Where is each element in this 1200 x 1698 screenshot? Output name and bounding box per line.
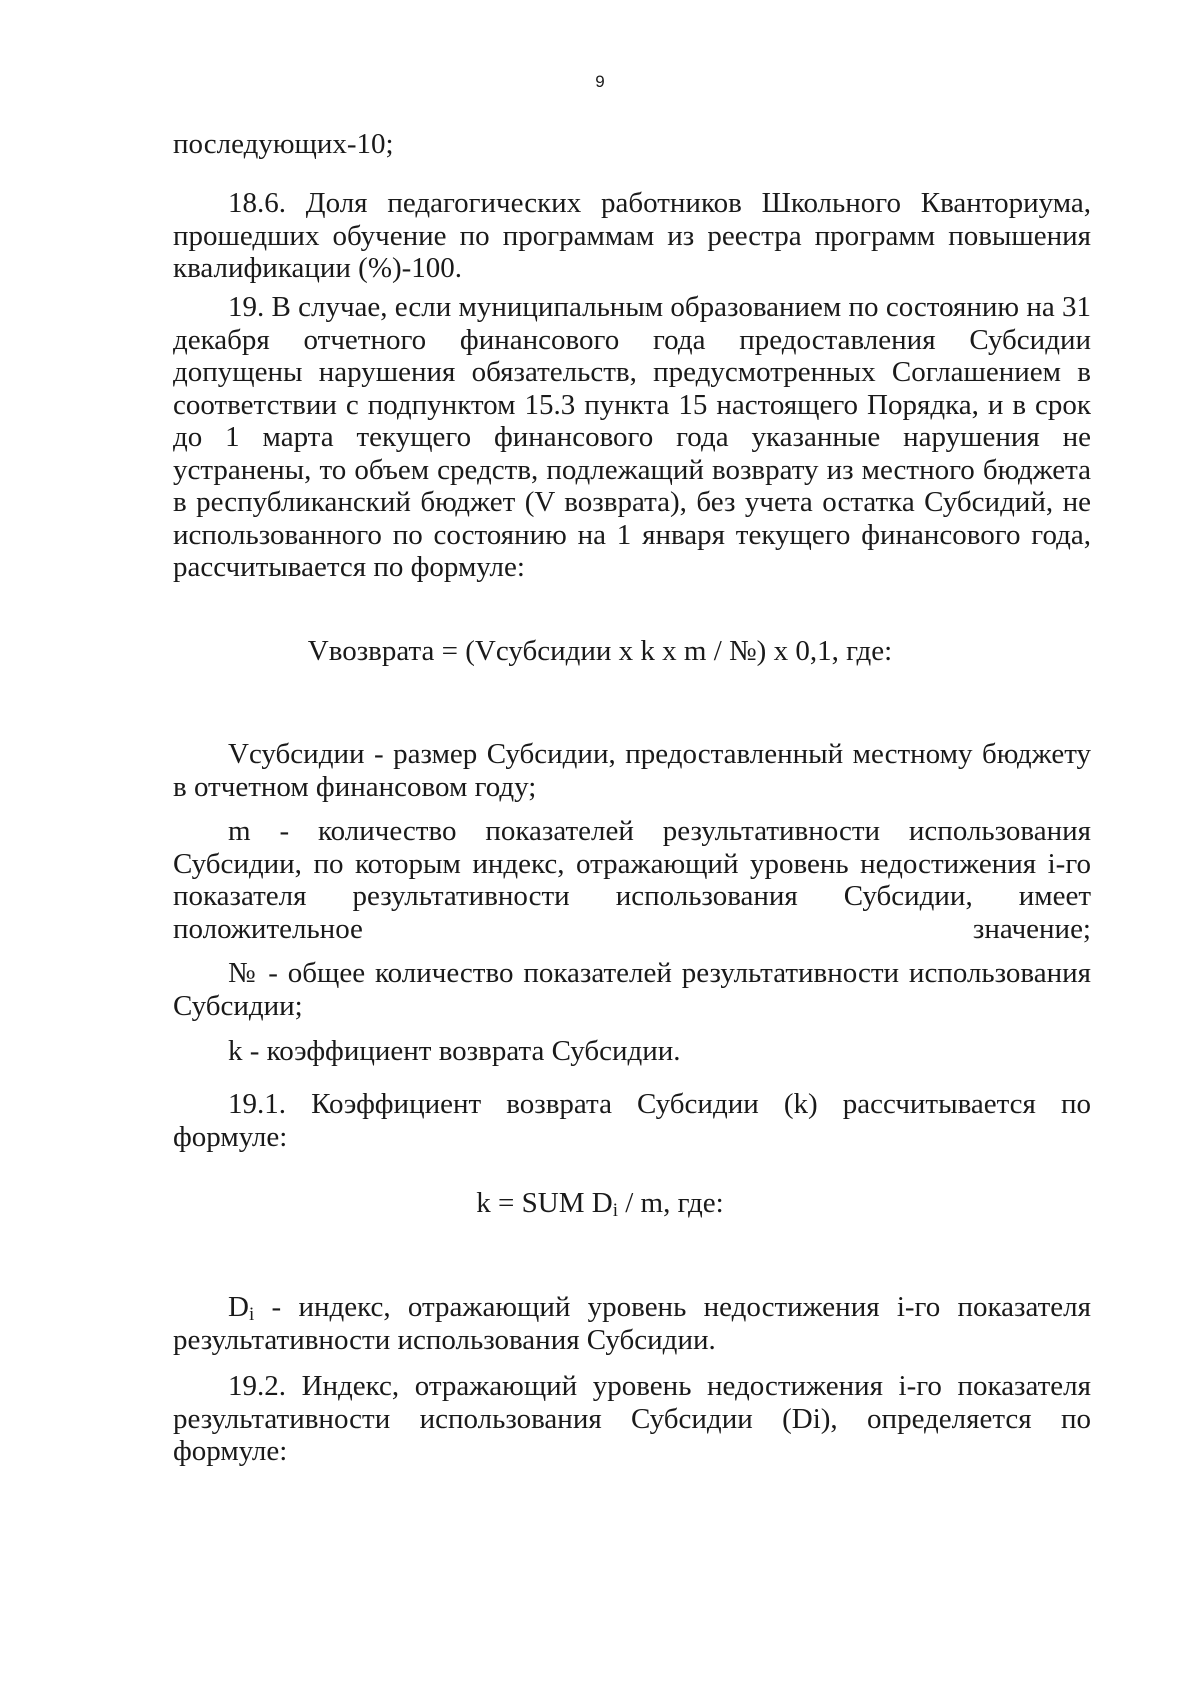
paragraph-19-1: 19.1. Коэффициент возврата Субсидии (k) рассчитывается по формуле:: [173, 1088, 1091, 1153]
formula-v-return: Vвозврата = (Vсубсидии x k x m / №) x 0,1, где:: [307, 635, 893, 667]
paragraph-19-2: 19.2. Индекс, отражающий уровень недостижения i-го показателя результативности использования Субсидии (Di), определяется по формуле:: [173, 1370, 1091, 1467]
formula-k-main: k = SUM D: [476, 1187, 613, 1219]
definition-di-text: - индекс, отражающий уровень недостижения i-го показателя результативности использования Субсидии.: [173, 1291, 1091, 1356]
paragraph-19: 19. В случае, если муниципальным образованием по состоянию на 31 декабря отчетного финансового года предоставления Субсидии допущены нарушения обязательств, предусмотренных Соглашением в соответствии с подпунктом 15.3 пункта 15 настоящего Порядка, и в срок до 1 марта текущего финансового года указанные нарушения не устранены, то объем средств, подлежащий возврату из местного бюджета в республиканский бюджет (V возврата), без учета остатка Субсидий, не использованного по состоянию на 1 января текущего финансового года, рассчитывается по формуле:: [173, 291, 1091, 583]
paragraph-continuation: последующих-10;: [173, 128, 394, 160]
definition-number: № - общее количество показателей результативности использования Субсидии;: [173, 957, 1091, 1022]
definition-di-subscript: i: [248, 1304, 255, 1325]
formula-k: [0, 1187, 1200, 1219]
formula-k-rest: / m, где:: [617, 1187, 724, 1219]
definition-di-symbol: D: [228, 1291, 249, 1323]
formula-k-subscript: i: [612, 1200, 618, 1221]
definition-k: k - коэффициент возврата Субсидии.: [228, 1035, 681, 1067]
paragraph-18-6: 18.6. Доля педагогических работников Школьного Кванториума, прошедших обучение по программам из реестра программ повышения квалификации (%)-100.: [173, 187, 1091, 284]
definition-di: [173, 1291, 1091, 1356]
page-number: 9: [595, 72, 605, 91]
definition-v-subsidy: Vсубсидии - размер Субсидии, предоставленный местному бюджету в отчетном финансовом году;: [173, 738, 1091, 803]
definition-m: m - количество показателей результативности использования Субсидии, по которым индекс, отражающий уровень недостижения i-го показателя результативности использования Субсидии, имеет положительное значение;: [173, 815, 1091, 945]
